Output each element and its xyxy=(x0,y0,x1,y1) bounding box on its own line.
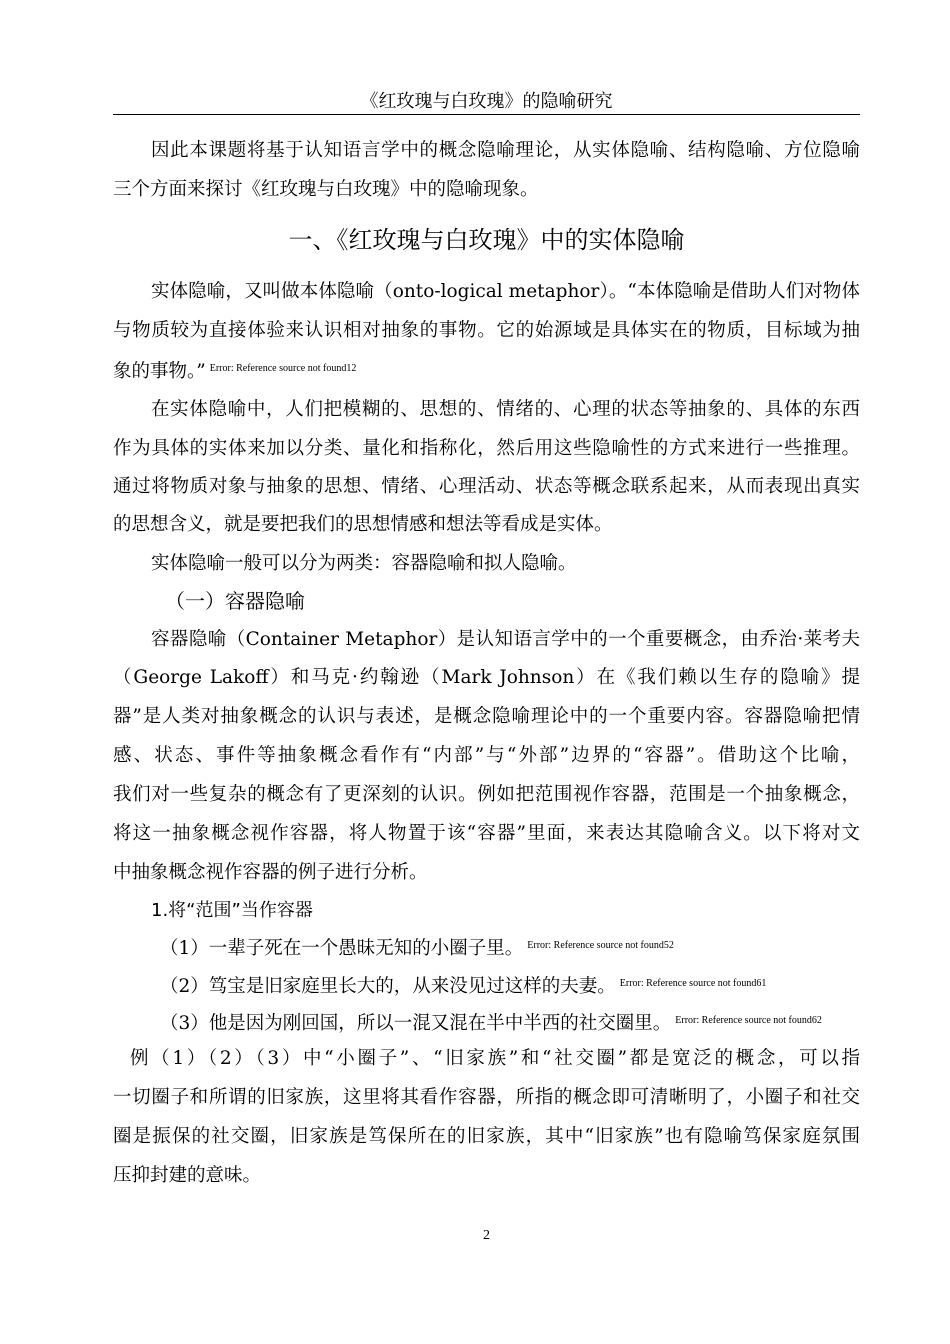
paragraph-line: 中抽象概念视作容器的例子进行分析。 xyxy=(113,862,428,883)
reference-error: Error: Reference source not found52 xyxy=(527,940,674,951)
text: 象的事物。” xyxy=(113,361,206,382)
example-line xyxy=(160,971,860,1000)
section-heading: 一、《红玫瑰与白玫瑰》中的实体隐喻 xyxy=(288,226,685,254)
example-text: （2）笃宝是旧家庭里长大的，从来没见过这样的夫妻。 xyxy=(160,976,616,997)
paragraph-line: 实体隐喻，又叫做本体隐喻（onto-logical metaphor）。“本体隐喻是借助人们对物体 xyxy=(151,281,860,302)
paragraph-line: （George Lakoff）和马克·约翰逊（Mark Johnson）在《我们赖以生存的隐喻》提 xyxy=(113,667,860,688)
example-text: （3）他是因为刚回国，所以一混又混在半中半西的社交圈里。 xyxy=(160,1013,672,1034)
paragraph-line: 容器隐喻（Container Metaphor）是认知语言学中的一个重要概念，由乔治·莱考夫 xyxy=(151,629,860,650)
paragraph-line: 我们对一些复杂的概念有了更深刻的认识。例如把范围视作容器，范围是一个抽象概念， xyxy=(113,784,860,805)
reference-error: Error: Reference source not found61 xyxy=(619,978,767,989)
paragraph-line: 感、状态、事件等抽象概念看作有“内部”与“外部”边界的“容器”。借助这个比喻， xyxy=(113,745,860,766)
example-line xyxy=(160,933,860,962)
paragraph-line: 与物质较为直接体验来认识相对抽象的事物。它的始源域是具体实在的物质，目标域为抽 xyxy=(113,320,860,341)
paragraph-line: 实体隐喻一般可以分为两类：容器隐喻和拟人隐喻。 xyxy=(151,553,577,574)
paragraph-line: 作为具体的实体来加以分类、量化和指称化，然后用这些隐喻性的方式来进行一些推理。 xyxy=(113,438,860,459)
paragraph-line: 器”是人类对抽象概念的认识与表述，是概念隐喻理论中的一个重要内容。容器隐喻把情 xyxy=(113,706,860,727)
paragraph-line: 因此本课题将基于认知语言学中的概念隐喻理论，从实体隐喻、结构隐喻、方位隐喻 xyxy=(151,140,860,161)
subsection-heading: （一）容器隐喻 xyxy=(165,589,305,613)
paragraph-line: 例（1）（2）（3）中“小圈子”、“旧家族”和“社交圈”都是宽泛的概念，可以指 xyxy=(130,1048,860,1069)
reference-error: Error: Reference source not found62 xyxy=(675,1015,822,1026)
running-header: 《红玫瑰与白玫瑰》的隐喻研究 xyxy=(360,91,613,112)
paragraph-line: 将这一抽象概念视作容器，将人物置于该“容器”里面，来表达其隐喻含义。以下将对文 xyxy=(113,823,860,844)
reference-error: Error: Reference source not found12 xyxy=(209,363,357,374)
example-text: （1）一辈子死在一个愚昧无知的小圈子里。 xyxy=(160,938,524,959)
paragraph-line: 的思想含义，就是要把我们的思想情感和想法等看成是实体。 xyxy=(113,514,613,535)
subsubsection-heading: 1.将“范围”当作容器 xyxy=(151,900,313,921)
paragraph-line xyxy=(113,356,860,385)
paragraph-line: 圈是振保的社交圈，旧家族是笃保所在的旧家族，其中“旧家族”也有隐喻笃保家庭氛围 xyxy=(113,1126,860,1147)
example-line xyxy=(160,1008,860,1037)
paragraph-line: 三个方面来探讨《红玫瑰与白玫瑰》中的隐喻现象。 xyxy=(113,179,539,200)
page-number: 2 xyxy=(483,1228,490,1243)
paragraph-line: 压抑封建的意味。 xyxy=(113,1165,262,1186)
paragraph-line: 通过将物质对象与抽象的思想、情绪、心理活动、状态等概念联系起来，从而表现出真实 xyxy=(113,476,860,497)
paragraph-line: 在实体隐喻中，人们把模糊的、思想的、情绪的、心理的状态等抽象的、具体的东西 xyxy=(151,399,860,420)
header-rule xyxy=(113,114,860,115)
paragraph-line: 一切圈子和所谓的旧家族，这里将其看作容器，所指的概念即可清晰明了，小圈子和社交 xyxy=(113,1087,860,1108)
